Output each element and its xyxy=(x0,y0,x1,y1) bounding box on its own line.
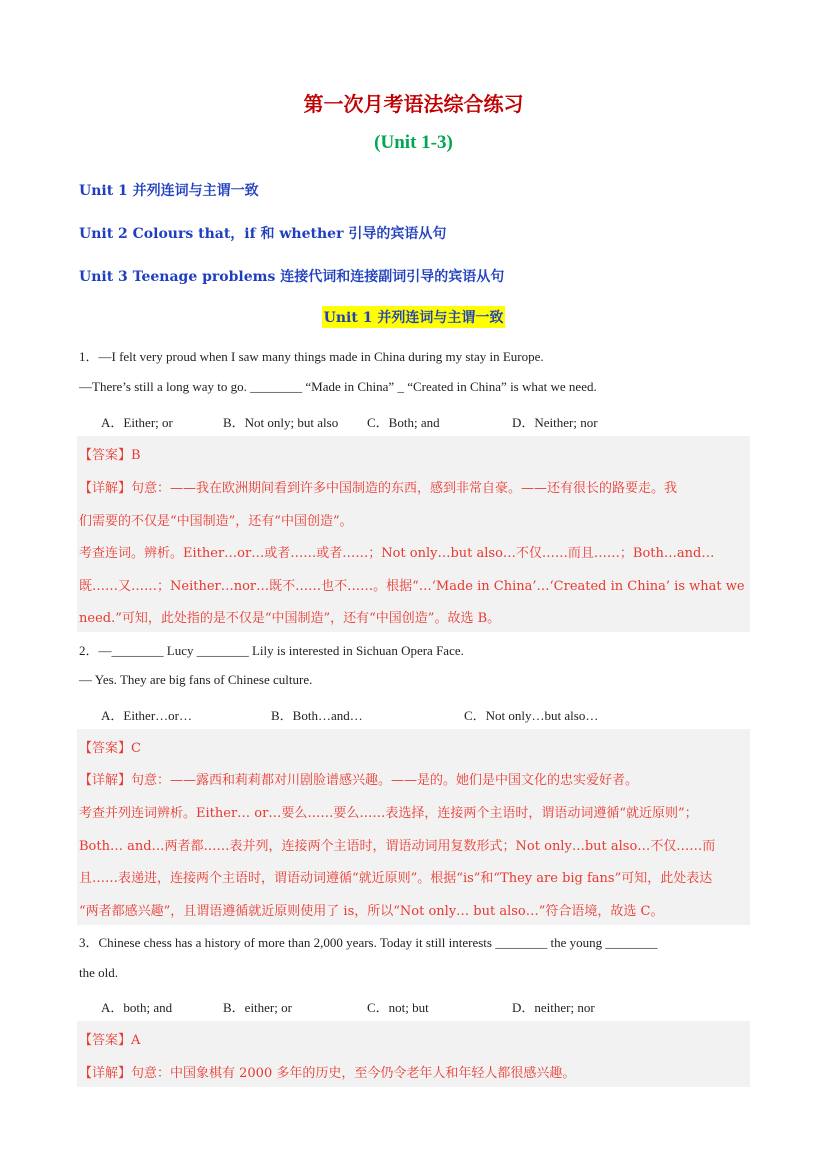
q2-answer: 【答案】C xyxy=(79,741,141,756)
q1-detail-1: 【详解】句意：——我在欧洲期间看到许多中国制造的东西，感到非常自豪。——还有很长的路要走。我 xyxy=(79,481,678,496)
unit-2-line: Unit 2 Colours that，if 和 whether 引导的宾语从句 xyxy=(79,226,447,242)
q2-option-c: C．Not only…but also… xyxy=(464,708,599,723)
q1-detail-5: need.”可知，此处指的是不仅是“中国制造”，还有“中国创造”。故选 B。 xyxy=(79,611,501,626)
q1-line-1: 1．—I felt very proud when I saw many things made in China during my stay in Europe. xyxy=(79,349,544,364)
q2-answer-box xyxy=(77,729,750,925)
q1-option-c: C．Both; and xyxy=(367,415,440,430)
q3-option-a: A．both; and xyxy=(101,1000,173,1015)
unit-3-line: Unit 3 Teenage problems 连接代词和连接副词引导的宾语从句 xyxy=(79,269,505,285)
page-title: 第一次月考语法综合练习 xyxy=(303,92,524,116)
q3-option-c: C．not; but xyxy=(367,1000,429,1015)
q3-answer: 【答案】A xyxy=(79,1033,141,1048)
q3-option-d: D．neither; nor xyxy=(512,1000,595,1015)
q2-line-2: — Yes. They are big fans of Chinese culture. xyxy=(79,672,313,687)
q3-option-b: B．either; or xyxy=(223,1000,292,1015)
q2-detail-5: “两者都感兴趣”，且谓语遵循就近原则使用了 is，所以“Not only… but also…”符合语境，故选 C。 xyxy=(79,904,664,919)
section-heading-wrap xyxy=(0,306,827,328)
q2-detail-3: Both… and…两者都……表并列，连接两个主语时，谓语动词用复数形式；Not only…but also…不仅……而 xyxy=(79,839,716,854)
q1-detail-3: 考查连词。辨析。Either…or…或者……或者……；Not only…but also…不仅……而且……；Both…and… xyxy=(79,546,715,561)
q3-line-1: 3．Chinese chess has a history of more than 2,000 years. Today it still interests ________ the young ________ xyxy=(79,935,658,950)
q1-answer-box xyxy=(77,436,750,632)
q2-option-a: A．Either…or… xyxy=(101,708,192,723)
q1-detail-4: 既……又……；Neither…nor…既不……也不……。根据“…‘Made in China’…‘Created in China’ is what we xyxy=(79,579,745,594)
section-heading: Unit 1 并列连词与主谓一致 xyxy=(322,306,506,328)
page-subtitle: (Unit 1-3) xyxy=(374,132,453,153)
q2-detail-1: 【详解】句意：——露西和莉莉都对川剧脸谱感兴趣。——是的。她们是中国文化的忠实爱好者。 xyxy=(79,773,639,788)
q2-line-1: 2．—________ Lucy ________ Lily is interested in Sichuan Opera Face. xyxy=(79,643,464,658)
q2-option-b: B．Both…and… xyxy=(271,708,363,723)
q2-detail-4: 且……表递进，连接两个主语时，谓语动词遵循“就近原则”。根据“is”和“They are big fans”可知，此处表达 xyxy=(79,871,713,886)
q1-option-a: A．Either; or xyxy=(101,415,173,430)
q3-line-2: the old. xyxy=(79,965,118,980)
q1-detail-2: 们需要的不仅是“中国制造”，还有“中国创造”。 xyxy=(79,514,353,529)
unit-1-line: Unit 1 并列连词与主谓一致 xyxy=(79,183,259,199)
q3-detail-1: 【详解】句意：中国象棋有 2000 多年的历史，至今仍令老年人和年轻人都很感兴趣。 xyxy=(79,1066,576,1081)
q1-answer: 【答案】B xyxy=(79,448,141,463)
q1-option-d: D．Neither; nor xyxy=(512,415,598,430)
q1-line-2: —There’s still a long way to go. ________ “Made in China” _ “Created in China” is what we need. xyxy=(79,379,597,394)
q1-option-b: B．Not only; but also xyxy=(223,415,339,430)
q2-detail-2: 考查并列连词辨析。Either… or…要么……要么……表选择，连接两个主语时，谓语动词遵循“就近原则”； xyxy=(79,806,698,821)
